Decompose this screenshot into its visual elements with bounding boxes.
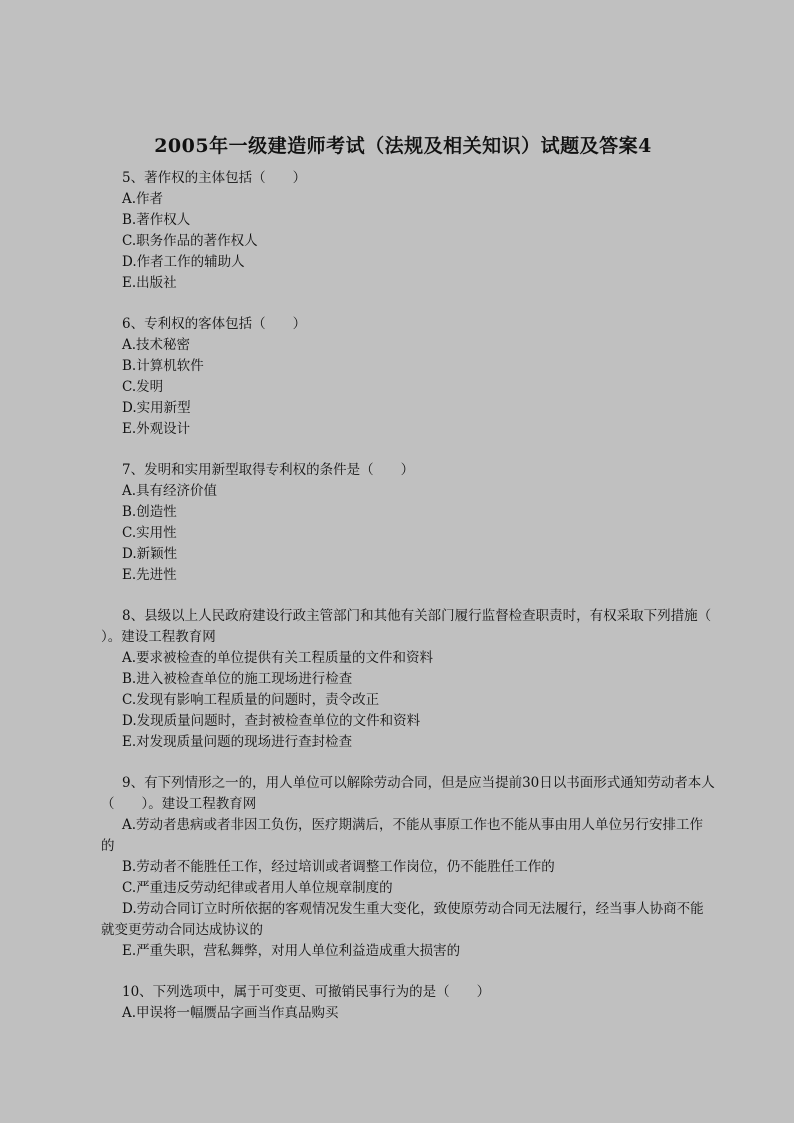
option-c: C.职务作品的著作权人 [122,233,258,249]
document-title: 2005年一级建造师考试（法规及相关知识）试题及答案4 [154,135,652,157]
question-7 [101,460,715,586]
option-d: D.作者工作的辅助人 [122,254,245,270]
question-8 [101,606,739,753]
option-a: A.要求被检查的单位提供有关工程质量的文件和资料 [122,650,434,666]
option-b: B.创造性 [122,504,177,520]
option-a: A.劳动者患病或者非因工负伤，医疗期满后，不能从事原工作也不能从事由用人单位另行安排工作的 [101,817,704,854]
question-list [101,168,739,1044]
option-d: D.实用新型 [122,400,191,416]
question-10 [101,982,715,1024]
option-e: E.外观设计 [122,421,191,437]
option-a: A.甲误将一幅赝品字画当作真品购买 [122,1005,339,1021]
option-c: C.发现有影响工程质量的问题时，责令改正 [122,692,380,708]
question-stem: 8、县级以上人民政府建设行政主管部门和其他有关部门履行监督检查职责时，有权采取下列措施（ ）。建设工程教育网 [101,608,739,645]
option-d: D.新颖性 [122,546,178,562]
option-a: A.具有经济价值 [122,483,218,499]
option-b: B.计算机软件 [122,358,204,374]
option-c: C.发明 [122,379,164,395]
question-stem: 10、下列选项中，属于可变更、可撤销民事行为的是（ ） [122,984,491,1000]
option-d: D.劳动合同订立时所依据的客观情况发生重大变化，致使原劳动合同无法履行，经当事人协商不能就变更劳动合同达成协议的 [101,901,704,938]
option-e: E.先进性 [122,567,177,583]
question-stem: 7、发明和实用新型取得专利权的条件是（ ） [122,462,415,478]
option-b: B.著作权人 [122,212,191,228]
question-stem: 5、著作权的主体包括（ ） [122,170,307,186]
option-a: A.作者 [122,191,164,207]
option-c: C.严重违反劳动纪律或者用人单位规章制度的 [122,880,393,896]
question-9 [101,773,715,962]
question-5 [101,168,715,294]
option-e: E.严重失职，营私舞弊，对用人单位利益造成重大损害的 [122,943,461,959]
option-a: A.技术秘密 [122,337,191,353]
question-stem: 6、专利权的客体包括（ ） [122,316,307,332]
option-e: E.出版社 [122,275,177,291]
question-stem: 9、有下列情形之一的，用人单位可以解除劳动合同，但是应当提前30日以书面形式通知劳动者本人（ ）。建设工程教育网 [101,775,715,812]
option-d: D.发现质量问题时，查封被检查单位的文件和资料 [122,713,421,729]
option-b: B.劳动者不能胜任工作，经过培训或者调整工作岗位，仍不能胜任工作的 [122,859,555,875]
option-c: C.实用性 [122,525,177,541]
question-6 [101,314,715,440]
option-b: B.进入被检查单位的施工现场进行检查 [122,671,353,687]
option-e: E.对发现质量问题的现场进行查封检查 [122,734,353,750]
